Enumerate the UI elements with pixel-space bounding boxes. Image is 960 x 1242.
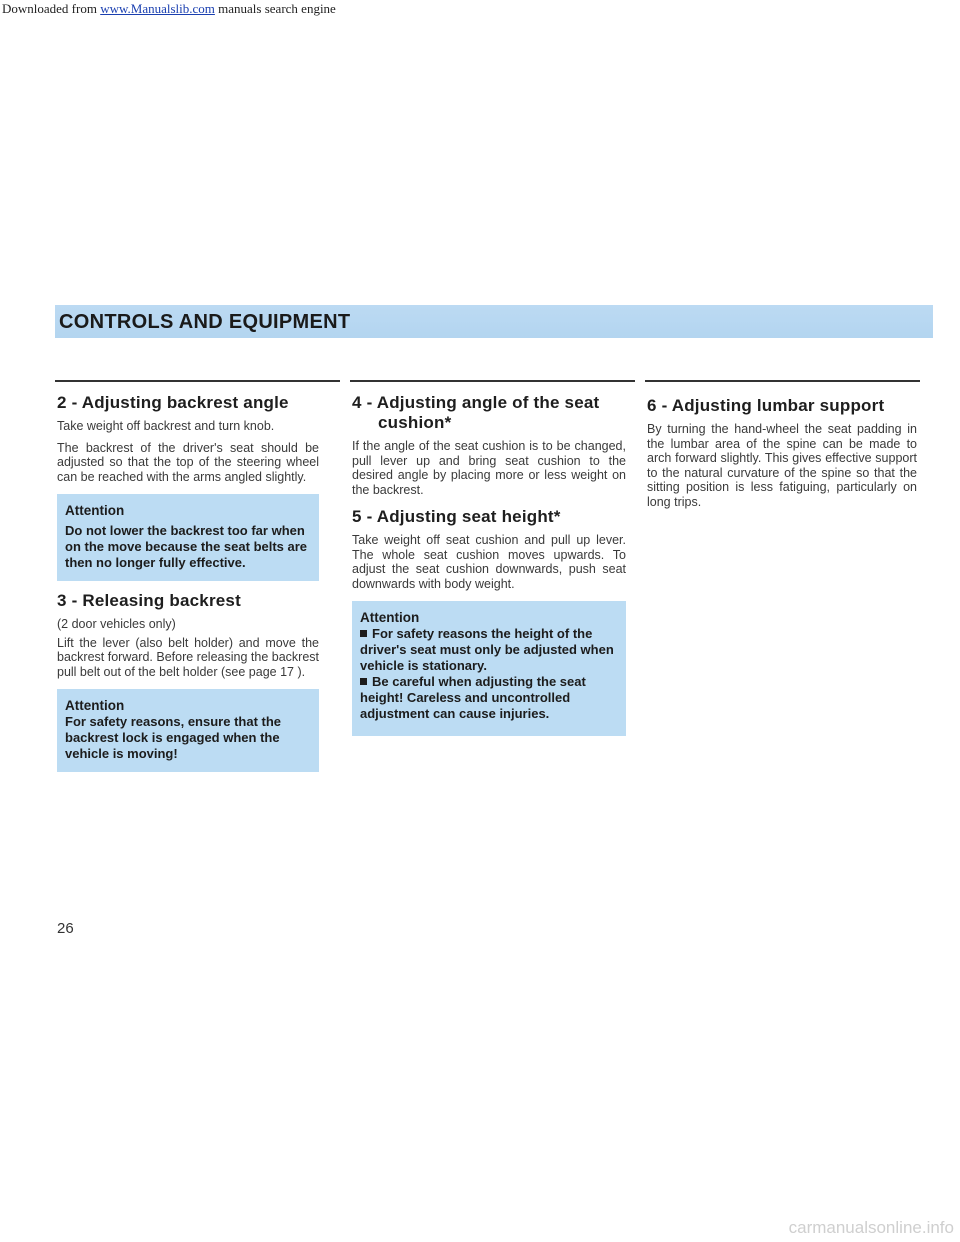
bullet-icon: [360, 678, 367, 685]
column-2: [352, 393, 626, 746]
column-1: [57, 393, 319, 782]
source-suffix: manuals search engine: [214, 1, 336, 16]
column-rule-1: [55, 380, 340, 382]
attention-title: Attention: [65, 503, 125, 518]
download-source-bar: [0, 0, 960, 18]
attention-text: Do not lower the backrest too far when on the move because the seat belts are then no longer fully effective.: [65, 523, 308, 570]
heading-adjusting-lumbar-support: 6 - Adjusting lumbar support: [647, 396, 885, 415]
attention-box: [352, 601, 626, 736]
attention-title: Attention: [360, 610, 420, 625]
paragraph: Take weight off seat cushion and pull up lever. The whole seat cushion moves upwards. To adjust the seat cushion downwards, push seat downwards with body weight.: [352, 533, 626, 591]
source-prefix: Downloaded from: [2, 1, 101, 16]
heading-releasing-backrest: 3 - Releasing backrest: [57, 591, 241, 610]
paragraph: The backrest of the driver's seat should be adjusted so that the top of the steering wheel can be reached with the arms angled slightly.: [57, 440, 319, 484]
column-rule-2: [350, 380, 635, 382]
heading-adjusting-seat-cushion-angle: 4 - Adjusting angle of the seat cushion*: [352, 393, 600, 432]
section-header-band: [55, 305, 933, 338]
column-3: [647, 393, 917, 516]
attention-text: Be careful when adjusting the seat height! Careless and uncontrolled adjustment can cause injuries.: [360, 674, 586, 721]
attention-bullet: [360, 674, 618, 722]
attention-text: For safety reasons the height of the driver's seat must only be adjusted when vehicle is stationary.: [360, 626, 614, 673]
column-rule-3: [645, 380, 920, 382]
paragraph: Lift the lever (also belt holder) and move the backrest forward. Before releasing the backrest pull belt out of the belt holder (see page 17 ).: [57, 635, 319, 679]
attention-text: For safety reasons, ensure that the backrest lock is engaged when the vehicle is moving!: [65, 714, 282, 761]
attention-title: Attention: [65, 698, 125, 713]
paragraph: (2 door vehicles only): [57, 617, 176, 631]
attention-bullet: [360, 626, 618, 674]
heading-adjusting-seat-height: 5 - Adjusting seat height*: [352, 507, 561, 526]
page-number: 26: [57, 920, 74, 937]
heading-adjusting-backrest-angle: 2 - Adjusting backrest angle: [57, 393, 289, 412]
attention-box: [57, 689, 319, 772]
section-title: CONTROLS AND EQUIPMENT: [59, 311, 351, 333]
paragraph: Take weight off backrest and turn knob.: [57, 419, 275, 433]
paragraph: If the angle of the seat cushion is to be changed, pull lever up and bring seat cushion to the desired angle by placing more or less weight on the backrest.: [352, 439, 626, 497]
paragraph: By turning the hand-wheel the seat padding in the lumbar area of the spine can be made to arch forward slightly. This gives effective support to the natural curvature of the spine so that the sitting position is less fatiguing, particularly on long trips.: [647, 422, 917, 509]
bullet-icon: [360, 630, 367, 637]
attention-box: [57, 494, 319, 581]
watermark-footer: carmanualsonline.info: [788, 1218, 954, 1237]
manualslib-link[interactable]: www.Manualslib.com: [100, 1, 215, 16]
